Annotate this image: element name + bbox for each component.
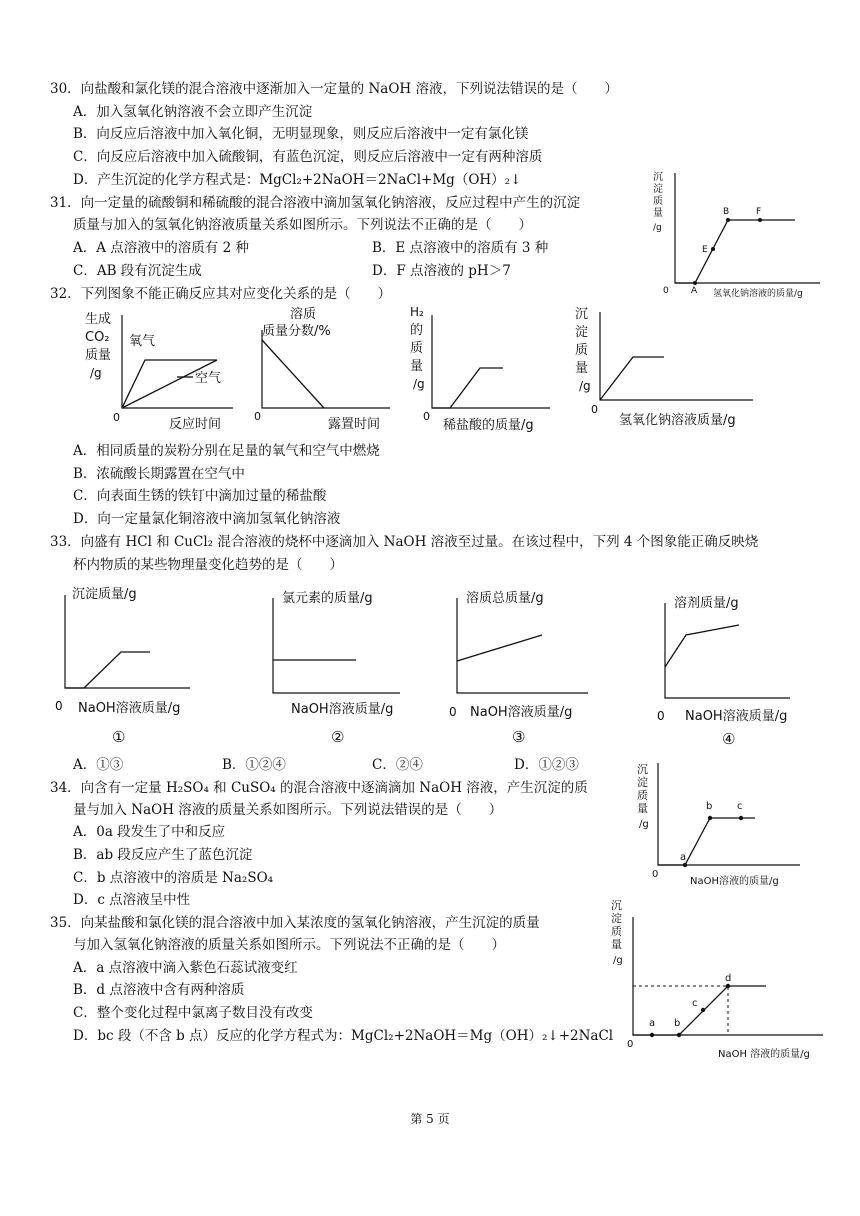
q31-label-b: B [723,207,730,217]
q32-option-c: C．向表面生锈的铁钉中滴加过量的稀盐酸 [73,488,327,504]
q33-g3-origin: 0 [449,705,457,719]
q34-option-d: D．c 点溶液呈中性 [73,892,191,908]
q35-ylabel-1: 沉 [611,899,622,912]
q33-g4-axes [665,603,790,698]
q33-g1-number: ① [112,728,126,746]
q33-g1-xlabel: NaOH溶液质量/g [78,701,181,716]
q31-axes [675,173,820,283]
q32-g1-ylabel-3: 质量 [85,348,112,363]
q35-ylabel-2: 淀 [611,912,622,925]
q33-graph-3 [440,580,590,750]
q35-dashed-guides [633,986,728,1035]
q31-chart [645,168,825,303]
q34-ylabel-2: 淀 [637,776,648,789]
q31-ylabel-5: /g [653,223,662,233]
q31-label-e: E [702,245,708,255]
q35-point-c [701,1008,705,1012]
q35-option-a: A．a 点溶液中滴入紫色石蕊试液变红 [73,960,298,976]
q33-g4-number: ④ [722,730,736,748]
q32-option-d: D．向一定量氯化铜溶液中滴加氢氧化钠溶液 [73,511,341,527]
q31-curve [675,220,795,283]
q35-xlabel: NaOH 溶液的质量/g [718,1049,810,1060]
q34-option-a: A．0a 段发生了中和反应 [73,824,226,840]
q33-stem-line2: 杯内物质的某些物理量变化趋势的是（ ） [73,557,343,573]
q34-origin: 0 [652,869,659,880]
q34-stem-line2: 量与加入 NaOH 溶液的质量关系如图所示。下列说法错误的是（ ） [73,802,503,818]
q35-option-b: B．d 点溶液中含有两种溶质 [73,982,245,998]
q32-g4-xlabel: 氢氧化钠溶液质量/g [619,413,736,428]
q31-label-f: F [756,207,762,217]
q35-point-a [650,1033,654,1037]
q31-stem-line1: 31．向一定量的硫酸铜和稀硫酸的混合溶液中滴加氢氧化钠溶液，反应过程中产生的沉淀 [50,195,581,211]
q33-g3-number: ③ [512,728,526,746]
q35-label-b: b [674,1018,681,1029]
q33-g2-xlabel: NaOH溶液质量/g [291,702,394,717]
page-footer: 第 5 页 [410,1112,450,1126]
q32-g1-ylabel-2: CO₂ [85,330,110,345]
q31-ylabel-4: 量 [653,208,663,219]
q32-g3-ylabel-4: 量 [410,359,424,374]
q31-point-e [711,247,715,251]
q32-g3-ylabel-2: 的 [410,323,424,338]
q31-origin: 0 [663,286,669,296]
q34-stem-line1: 34．向含有一定量 H₂SO₄ 和 CuSO₄ 的混合溶液中逐滴滴加 NaOH 溶液，产生沉淀的质 [50,780,588,796]
q34-chart [630,755,810,895]
q35-ylabel-3: 质 [611,925,622,938]
q31-option-a: A．A 点溶液中的溶质有 2 种 [73,240,249,256]
q33-g4-ylabel: 溶剂质量/g [674,596,739,611]
q34-point-a [683,863,687,867]
q32-graph-4 [575,300,765,435]
q32-g2-xlabel: 露置时间 [328,417,381,432]
q32-g3-origin: 0 [423,410,430,423]
q32-g2-origin: 0 [254,410,261,423]
q33-g2-axes [273,598,400,693]
q32-g1-air-label: 空气 [195,371,222,386]
q35-point-b [677,1033,681,1037]
q32-g1-ylabel-4: /g [90,366,102,380]
q33-option-a: A．①③ [73,757,124,773]
q31-stem-line2: 质量与加入的氢氧化钠溶液质量关系如图所示。下列说法不正确的是（ ） [73,217,532,233]
q35-label-a: a [649,1018,656,1029]
q33-g4-xlabel: NaOH溶液质量/g [685,709,788,724]
q32-option-a: A．相同质量的炭粉分别在足量的氧气和空气中燃烧 [73,443,380,459]
q30-option-d: D．产生沉淀的化学方程式是：MgCl₂+2NaOH＝2NaCl+Mg（OH）₂↓ [73,172,522,188]
q30-option-c: C．向反应后溶液中加入硫酸铜，有蓝色沉淀，则反应后溶液中一定有两种溶质 [73,149,543,165]
q30-option-a: A．加入氢氧化钠溶液不会立即产生沉淀 [73,104,313,120]
q32-g2-ylabel-2: 质量分数/% [262,324,331,339]
q32-g4-ylabel-5: /g [579,379,591,393]
q33-g1-curve [65,652,150,688]
q31-option-b: B．E 点溶液中的溶质有 3 种 [372,240,549,256]
q31-ylabel-3: 质 [653,196,663,207]
q32-graph-1 [85,305,250,435]
q35-label-d: d [725,973,732,984]
q31-ylabel-2: 淀 [653,184,663,195]
q35-ylabel-4: 量 [611,938,622,951]
q32-g1-xlabel: 反应时间 [169,417,222,432]
q31-option-c: C．AB 段有沉淀生成 [73,263,202,279]
q31-option-d: D．F 点溶液的 pH＞7 [372,263,511,279]
q31-label-a: A [691,286,698,296]
q31-point-a [693,281,697,285]
q34-axes [658,763,800,865]
q32-g3-xlabel: 稀盐酸的质量/g [443,418,534,433]
q35-stem-line2: 与加入氢氧化钠溶液的质量关系如图所示。下列说法不正确的是（ ） [73,937,505,953]
q32-g1-origin: 0 [113,411,120,424]
q30-option-b: B．向反应后溶液中加入氧化铜，无明显现象，则反应后溶液中一定有氯化镁 [73,126,529,142]
q30-stem: 30．向盐酸和氯化镁的混合溶液中逐渐加入一定量的 NaOH 溶液，下列说法错误的是（ ） [50,81,618,97]
q34-ylabel-3: 质 [637,789,648,802]
q32-g3-curve [432,368,503,408]
q35-origin: 0 [627,1039,634,1050]
q33-graph-4 [655,585,805,755]
q34-ylabel-4: 量 [637,802,648,815]
q33-graph-2 [265,580,415,750]
q33-g1-ylabel: 沉淀质量/g [72,587,137,602]
q34-xlabel: NaOH溶液的质量/g [690,876,779,887]
q34-label-b: b [706,801,713,812]
q32-option-b: B．浓硫酸长期露置在空气中 [73,466,245,482]
q31-ylabel-1: 沉 [653,172,663,183]
q32-g1-oxygen-label: 氧气 [129,334,156,349]
q33-g1-axes [65,595,190,688]
q32-g3-ylabel-5: /g [413,377,425,391]
q35-option-c: C．整个变化过程中氯离子数目没有改变 [73,1005,313,1021]
q32-g4-curve [600,357,664,400]
q32-g4-ylabel-2: 淀 [575,325,589,340]
q32-g3-ylabel-3: 质 [410,341,424,356]
q31-xlabel: 氢氧化钠溶液的质量/g [713,289,803,299]
q32-g2-curve [262,340,324,408]
q32-g3-axes [432,315,550,408]
q33-graph-1 [50,580,200,750]
q33-option-c: C．②④ [372,757,423,773]
q33-option-b: B．①②④ [222,757,286,773]
q32-graph-3 [405,300,560,435]
q32-g4-origin: 0 [591,403,598,416]
q35-label-c: c [692,998,698,1009]
q35-point-d [726,984,730,988]
q33-g2-number: ② [331,728,345,746]
q31-point-f [758,218,762,222]
q33-g1-origin: 0 [55,699,63,713]
q33-g3-xlabel: NaOH溶液质量/g [470,705,573,720]
q35-chart [608,895,833,1065]
q35-ylabel-5: /g [613,955,623,966]
q33-option-d: D．①②③ [514,757,579,773]
q31-point-b [726,218,730,222]
q32-g2-ylabel-1: 溶质 [290,307,317,322]
q33-g3-axes [457,598,588,693]
q33-g3-ylabel: 溶质总质量/g [466,591,544,606]
q32-g4-ylabel-3: 质 [575,343,589,358]
q32-g1-axes [122,315,233,408]
q32-g4-axes [600,312,753,400]
q34-label-c: c [737,801,743,812]
q34-option-c: C．b 点溶液中的溶质是 Na₂SO₄ [73,870,274,886]
q34-label-a: a [680,852,687,863]
q34-ylabel-1: 沉 [637,763,648,776]
q35-option-d: D．bc 段（不含 b 点）反应的化学方程式为：MgCl₂+2NaOH＝Mg（OH）₂↓+2NaCl [73,1028,614,1044]
q33-g4-origin: 0 [657,709,665,723]
q33-g3-curve [457,635,542,661]
q35-stem-line1: 35．向某盐酸和氯化镁的混合溶液中加入某浓度的氢氧化钠溶液，产生沉淀的质量 [50,915,540,931]
q34-option-b: B．ab 段反应产生了蓝色沉淀 [73,847,253,863]
q32-g4-ylabel-4: 量 [575,361,589,376]
q34-curve [658,818,755,865]
q32-g2-axes [262,330,390,408]
q33-stem-line1: 33．向盛有 HCl 和 CuCl₂ 混合溶液的烧杯中逐滴加入 NaOH 溶液至过量。在该过程中，下列 4 个图象能正确反映烧 [50,534,759,550]
q32-stem: 32．下列图象不能正确反应其对应变化关系的是（ ） [50,286,392,302]
q34-point-c [739,816,743,820]
q32-g4-ylabel-1: 沉 [575,307,589,322]
q33-g2-ylabel: 氯元素的质量/g [282,591,373,606]
q32-g3-ylabel-1: H₂ [410,305,424,319]
q33-g4-curve [665,625,739,667]
q32-graph-2 [250,302,405,437]
q34-point-b [708,816,712,820]
q34-ylabel-5: /g [639,819,649,830]
q32-g1-ylabel-1: 生成 [85,312,112,327]
